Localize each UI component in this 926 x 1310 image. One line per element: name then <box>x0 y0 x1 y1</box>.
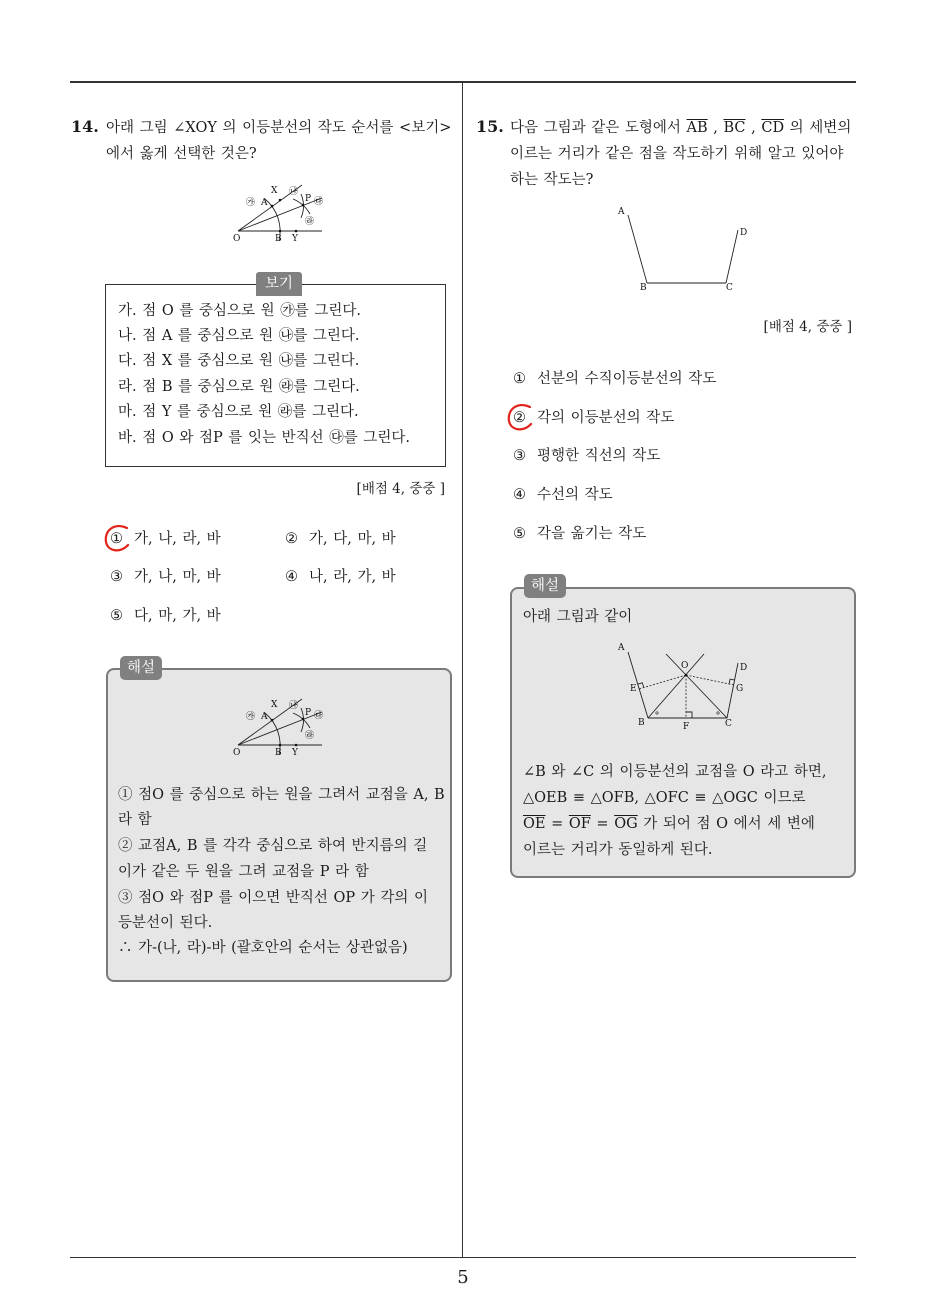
stem-text: 다음 그림과 같은 도형에서 <box>510 120 687 136</box>
label-circle-ga: ㉮ <box>246 712 256 722</box>
bottom-rule <box>70 1257 856 1258</box>
label-p: P <box>305 194 312 204</box>
label-a: A <box>618 207 625 217</box>
choice-text: 수선의 작도 <box>537 487 613 503</box>
label-circle-ra: ㉱ <box>305 731 315 741</box>
solution-14-line: ① 점O 를 중심으로 하는 원을 그려서 교점을 A, B <box>118 787 445 803</box>
label-p: P <box>305 708 312 718</box>
bogi-item: 마. 점 Y 를 중심으로 원 ㉱를 그린다. <box>118 404 359 420</box>
choice-3[interactable] <box>513 446 660 466</box>
choice-number: ② <box>513 410 526 426</box>
label-o: O <box>233 234 241 244</box>
label-x: X <box>271 186 278 196</box>
choice-text: 각을 옮기는 작도 <box>537 526 647 542</box>
solution-14-figure <box>225 694 335 760</box>
bogi-tab: 보기 <box>256 272 302 296</box>
label-x: X <box>271 700 278 710</box>
label-d: D <box>740 663 748 673</box>
solution-15-line: 이르는 거리가 동일하게 된다. <box>523 842 713 858</box>
solution-15-line: ∠B 와 ∠C 의 이등분선의 교점을 O 라고 하면, <box>523 764 827 780</box>
choice-number: ① <box>513 371 526 387</box>
segment-bc: $\overline{BC}$ <box>723 120 746 136</box>
bogi-item: 라. 점 B 를 중심으로 원 ㉱를 그린다. <box>118 379 360 395</box>
choice-5[interactable] <box>110 606 221 626</box>
choice-text: 선분의 수직이등분선의 작도 <box>537 371 717 387</box>
choice-text: 가, 나, 라, 바 <box>134 531 221 547</box>
question-15-score: [배점 4, 중중 ] <box>763 319 852 335</box>
choice-number: ④ <box>285 569 298 585</box>
stem-separator: , <box>707 120 724 136</box>
choice-number: ⑤ <box>513 526 526 542</box>
segment-oe: $\overline{OE}$ <box>523 816 546 832</box>
question-14-stem-line-1: 아래 그림 ∠XOY 의 이등분선의 작도 순서를 <보기> <box>106 120 452 136</box>
choice-4[interactable] <box>513 485 613 505</box>
solution-15-line <box>523 814 815 834</box>
label-circle-na: ㉯ <box>289 701 299 711</box>
equals-sign: = <box>590 816 615 832</box>
choice-number: ⑤ <box>110 608 123 624</box>
choice-text: 평행한 직선의 작도 <box>537 448 661 464</box>
label-g: G <box>736 684 744 694</box>
label-b: B <box>275 234 282 244</box>
label-o: O <box>681 661 689 671</box>
choice-number: ② <box>285 531 298 547</box>
label-e: E <box>630 684 637 694</box>
solution-14-line: 이가 같은 두 원을 그려 교점을 P 라 함 <box>118 864 369 880</box>
label-c: C <box>725 719 732 729</box>
solution-15-line: △OEB ≡ △OFB, △OFC ≡ △OGC 이므로 <box>523 790 806 806</box>
solution-14-line: 라 함 <box>118 812 152 828</box>
bogi-item: 가. 점 O 를 중심으로 원 ㉮를 그린다. <box>118 303 361 319</box>
stem-text: 의 세변의 <box>784 120 852 136</box>
choice-number: ③ <box>110 569 123 585</box>
segment-og: $\overline{OG}$ <box>614 816 638 832</box>
page-number: 5 <box>457 1267 469 1288</box>
label-b: B <box>640 283 647 293</box>
choice-number: ① <box>110 531 123 547</box>
solution-text: 가 되어 점 O 에서 세 변에 <box>637 816 815 832</box>
choice-3[interactable] <box>110 567 221 587</box>
choice-number: ③ <box>513 448 526 464</box>
question-14-stem-line-2: 에서 옳게 선택한 것은? <box>106 146 257 162</box>
label-b: B <box>638 718 645 728</box>
choice-text: 다, 마, 가, 바 <box>134 608 221 624</box>
segment-cd: $\overline{CD}$ <box>761 120 785 136</box>
choice-4[interactable] <box>285 567 396 587</box>
answer-mark-14 <box>100 520 134 556</box>
choice-number: ④ <box>513 487 526 503</box>
question-14-score: [배점 4, 중중 ] <box>356 481 445 497</box>
bogi-item: 나. 점 A 를 중심으로 원 ㉯를 그린다. <box>118 328 360 344</box>
choice-text: 나, 라, 가, 바 <box>309 569 396 585</box>
label-f: F <box>683 722 690 732</box>
label-a: A <box>618 643 625 653</box>
question-15-stem-line-1 <box>510 118 851 138</box>
question-15-stem-line-3: 하는 작도는? <box>510 172 594 188</box>
choice-text: 가, 다, 마, 바 <box>309 531 396 547</box>
solution-14-tab: 해설 <box>120 656 162 680</box>
question-14-number: 14. <box>71 117 99 136</box>
choice-5[interactable] <box>513 524 646 544</box>
choice-2[interactable] <box>285 529 396 549</box>
angle-bisector-figure <box>225 180 335 246</box>
equals-sign: = <box>545 816 569 832</box>
polygon-figure <box>612 200 752 295</box>
solution-14-line: ② 교점A, B 를 각각 중심으로 하여 반지름의 길 <box>118 838 428 854</box>
label-circle-ra: ㉱ <box>305 217 315 227</box>
solution-15-figure <box>612 636 752 736</box>
column-divider <box>462 82 463 1258</box>
label-o: O <box>233 748 241 758</box>
label-b: B <box>275 748 282 758</box>
label-y: Y <box>292 234 298 244</box>
label-circle-da: ㉰ <box>314 711 324 721</box>
label-circle-da: ㉰ <box>314 197 324 207</box>
question-15-stem-line-2: 이르는 거리가 같은 점을 작도하기 위해 알고 있어야 <box>510 146 844 162</box>
bogi-item: 다. 점 X 를 중심으로 원 ㉯를 그린다. <box>118 353 360 369</box>
segment-ab: $\overline{AB}$ <box>686 120 708 136</box>
label-circle-ga: ㉮ <box>246 198 256 208</box>
choice-text: 가, 나, 마, 바 <box>134 569 221 585</box>
bogi-item: 바. 점 O 와 점P 를 잇는 반직선 ㉰를 그린다. <box>118 430 410 446</box>
solution-15-intro: 아래 그림과 같이 <box>523 609 633 625</box>
solution-14-line: ∴ 가-(나, 라)-바 (괄호안의 순서는 상관없음) <box>118 940 408 956</box>
answer-mark-15 <box>503 399 537 435</box>
choice-2[interactable] <box>513 408 674 428</box>
label-circle-na: ㉯ <box>289 187 299 197</box>
solution-14-line: 등분선이 된다. <box>118 915 213 931</box>
segment-of: $\overline{OF}$ <box>568 816 591 832</box>
choice-text: 각의 이등분선의 작도 <box>537 410 675 426</box>
label-a: A <box>261 198 268 208</box>
solution-15-tab: 해설 <box>524 574 566 598</box>
question-15-number: 15. <box>476 117 504 136</box>
label-c: C <box>726 283 733 293</box>
label-d: D <box>740 228 748 238</box>
label-y: Y <box>292 748 298 758</box>
solution-14-line: ③ 점O 와 점P 를 이으면 반직선 OP 가 각의 이 <box>118 890 428 906</box>
label-a: A <box>261 712 268 722</box>
stem-separator: , <box>745 120 762 136</box>
choice-1[interactable] <box>513 369 716 389</box>
